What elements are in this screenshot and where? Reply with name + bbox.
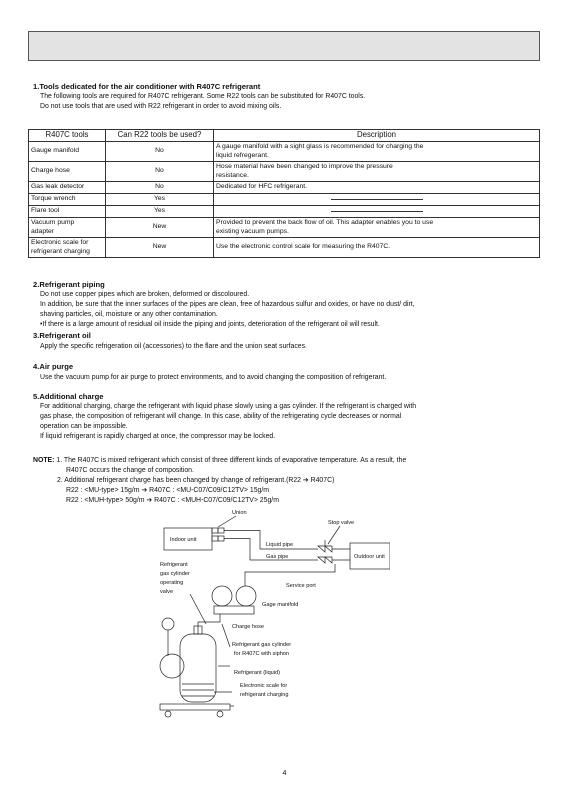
note-line: 1. The R407C is mixed refrigerant which consist of three different kinds of evaporative temperature. As a result, the xyxy=(56,457,407,464)
label-cylinder-valve: valve xyxy=(160,589,174,595)
label-cylinder-valve: Refrigerant xyxy=(160,562,188,568)
table-cell-desc: Hose material have been changed to improve the pressure resistance. xyxy=(214,162,540,182)
handwheel-icon xyxy=(162,618,174,630)
gauge-right-icon xyxy=(236,586,256,606)
text-line: operation can be impossible. xyxy=(40,423,128,430)
section-3-title: 3.Refrigerant oil xyxy=(33,331,91,340)
table-row xyxy=(29,142,540,162)
text-line: Apply the specific refrigeration oil (accessories) to the flare and the union seat surfaces. xyxy=(40,343,307,350)
table-cell-desc: A gauge manifold with a sight glass is recommended for charging the liquid refregerant. xyxy=(214,142,540,162)
table-cell-tool: Gauge manifold xyxy=(29,142,106,162)
table-row xyxy=(29,238,540,258)
section-5-title: 5.Additional charge xyxy=(33,392,104,401)
union-fitting xyxy=(212,528,218,533)
table-cell-tool: Flare tool xyxy=(29,206,106,218)
dash-line xyxy=(331,199,423,200)
text-line: In addition, be sure that the inner surfaces of the pipes are clean, free of hazardous sulfur and oxides, or have no dust/ dirt, xyxy=(40,301,415,308)
table-cell-can: No xyxy=(106,162,214,182)
label-outdoor-unit: Outdoor unit xyxy=(354,554,385,560)
tools-table xyxy=(28,129,540,258)
label-union: Union xyxy=(232,510,247,516)
text-line: Do not use tools that are used with R22 refrigerant in order to avoid mixing oils. xyxy=(40,103,282,110)
label-refrigerant-liquid: Refrigerant (liquid) xyxy=(234,670,281,676)
text-line: The following tools are required for R407C refrigerant. Some R22 tools can be substituted for R407C tools. xyxy=(40,93,366,100)
label-stop-valve: Stop valve xyxy=(328,520,355,526)
table-header: Description xyxy=(214,130,540,142)
table-row xyxy=(29,206,540,218)
table-cell-can: New xyxy=(106,218,214,238)
section-4-title: 4.Air purge xyxy=(33,362,74,371)
table-header: Can R22 tools be used? xyxy=(106,130,214,142)
label-cylinder: for R407C with siphon xyxy=(234,651,290,657)
table-cell-desc: Provided to prevent the back flow of oil. This adapter enables you to use existing vacuum pumps. xyxy=(214,218,540,238)
leader-line xyxy=(328,526,340,544)
gas-cylinder-icon xyxy=(180,634,216,702)
table-cell-can: No xyxy=(106,142,214,162)
table-cell-desc: Use the electronic control scale for measuring the R407C. xyxy=(214,238,540,258)
table-cell-can: Yes xyxy=(106,206,214,218)
charging-diagram xyxy=(150,506,390,736)
table-cell-tool: Gas leak detector xyxy=(29,182,106,194)
leader-line xyxy=(190,594,206,624)
charge-hose-line xyxy=(198,614,220,634)
text-line: If liquid refrigerant is rapidly charged at once, the compressor may be locked. xyxy=(40,433,276,440)
header-box xyxy=(28,31,540,61)
dash-line xyxy=(331,211,423,212)
label-cylinder-valve: operating xyxy=(160,580,184,586)
cylinder-wheel-icon xyxy=(160,654,184,678)
table-row xyxy=(29,218,540,238)
page-number: 4 xyxy=(282,770,287,777)
table-cell-can: No xyxy=(106,182,214,194)
label-charge-hose: Charge hose xyxy=(232,624,265,630)
union-fitting xyxy=(218,528,224,533)
note-line: R22 : <MU-type> 15g/m ➔ R407C : <MU-C07/C09/C12TV> 15g/m xyxy=(66,487,270,494)
gauge-left-icon xyxy=(212,586,232,606)
table-row xyxy=(29,182,540,194)
table-header-row xyxy=(29,130,540,142)
note-line: R22 : <MUH-type> 50g/m ➔ R407C : <MUH-C07/C09/C12TV> 25g/m xyxy=(66,497,279,504)
table-row xyxy=(29,162,540,182)
note-line: R407C occurs the change of composition. xyxy=(66,467,194,474)
section-1-title: 1.Tools dedicated for the air conditioner with R407C refrigerant xyxy=(33,82,261,91)
scale-wheel xyxy=(165,711,171,717)
text-line: For additional charging, charge the refrigerant with liquid phase slowly using a gas cylinder. If the refrigerant is charged with xyxy=(40,403,417,410)
table-cell-desc xyxy=(214,194,540,206)
label-cylinder-valve: gas cylinder xyxy=(160,571,190,577)
stop-valve-icon xyxy=(318,546,332,552)
union-fitting xyxy=(212,536,218,541)
text-line: gas phase, the composition of refrigerant will change. In this case, ability of the refrigerating cycle decreases or normal xyxy=(40,413,402,420)
table-cell-tool: Electronic scale for refrigerant charging xyxy=(29,238,106,258)
leader-line xyxy=(218,516,236,527)
label-service-port: Service port xyxy=(286,583,316,589)
table-cell-desc: Dedicated for HFC refrigerant. xyxy=(214,182,540,194)
label-scale: refrigerant charging xyxy=(240,692,289,698)
table-cell-desc xyxy=(214,206,540,218)
table-cell-can: New xyxy=(106,238,214,258)
section-2-title: 2.Refrigerant piping xyxy=(33,280,105,289)
label-cylinder: Refrigerant gas cylinder xyxy=(232,642,292,648)
table-header: R407C tools xyxy=(29,130,106,142)
label-indoor-unit: Indoor unit xyxy=(170,537,197,543)
section-1-body xyxy=(40,92,540,112)
leader-line xyxy=(222,624,230,647)
text-line: Do not use copper pipes which are broken, deformed or discoloured. xyxy=(40,291,250,298)
union-fitting xyxy=(218,536,224,541)
label-gas-pipe: Gas pipe xyxy=(266,554,289,560)
note-line: 2. Additional refrigerant charge has been changed by change of refrigerant.(R22 ➔ R407C) xyxy=(57,477,335,484)
section-4-body xyxy=(40,373,540,383)
stop-valve-icon xyxy=(318,557,332,563)
text-line: •If there is a large amount of residual oil inside the piping and joints, deterioration of the refrigerant oil will result. xyxy=(40,321,380,328)
scale-wheel xyxy=(217,711,223,717)
label-scale: Electronic scale for xyxy=(240,683,288,689)
label-liquid-pipe: Liquid pipe xyxy=(266,542,294,548)
table-cell-can: Yes xyxy=(106,194,214,206)
section-2-body xyxy=(40,290,540,330)
table-cell-tool: Charge hose xyxy=(29,162,106,182)
table-cell-tool: Vacuum pump adapter xyxy=(29,218,106,238)
table-row xyxy=(29,194,540,206)
table-cell-tool: Torque wrench xyxy=(29,194,106,206)
note-label: NOTE: xyxy=(33,457,55,464)
note-block xyxy=(33,456,533,506)
label-gauge-manifold: Gage manifold xyxy=(262,602,299,608)
section-5-body xyxy=(40,402,540,442)
text-line: shaving particles, oil, moisture or any other contamination. xyxy=(40,311,218,318)
manifold-body xyxy=(214,606,254,614)
text-line: Use the vacuum pump for air purge to protect environments, and to avoid changing the composition of refrigerant. xyxy=(40,374,387,381)
electronic-scale-icon xyxy=(160,704,230,710)
section-3-body xyxy=(40,342,540,352)
